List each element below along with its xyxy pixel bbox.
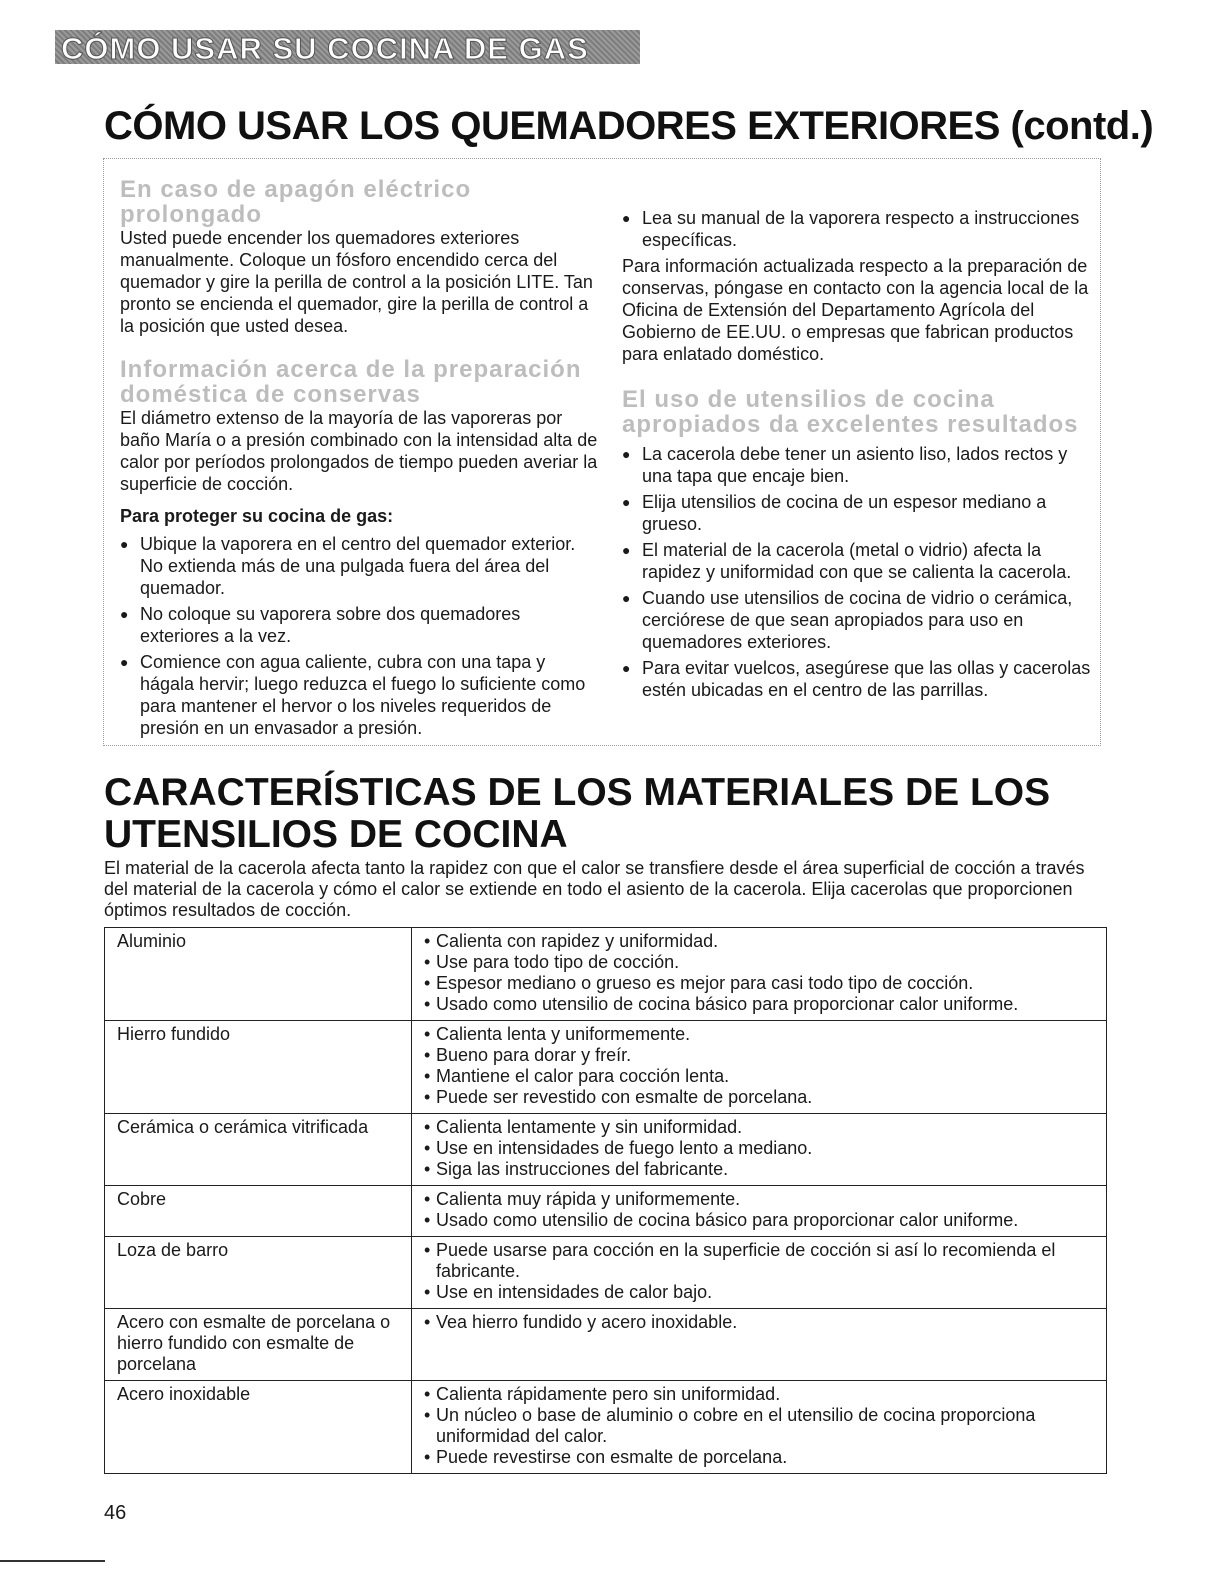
material-name: Cobre (105, 1186, 412, 1237)
list-item: ● Cuando use utensilios de cocina de vidrio o cerámica, cerciórese de que sean apropiados para uso en quemadores exteriores. (622, 587, 1100, 653)
property-item: • Usado como utensilio de cocina básico para proporcionar calor uniforme. (424, 994, 1096, 1015)
left-column (120, 177, 598, 743)
table-row (105, 1114, 1107, 1186)
materials-table (104, 927, 1107, 1474)
material-name: Loza de barro (105, 1237, 412, 1309)
list-item: ● La cacerola debe tener un asiento liso, lados rectos y una tapa que encaje bien. (622, 443, 1100, 487)
property-item: • Espesor mediano o grueso es mejor para casi todo tipo de cocción. (424, 973, 1096, 994)
material-name: Cerámica o cerámica vitrificada (105, 1114, 412, 1186)
material-name: Acero inoxidable (105, 1381, 412, 1474)
property-item: • Puede ser revestido con esmalte de porcelana. (424, 1087, 1096, 1108)
list-item: ● Para evitar vuelcos, asegúrese que las ollas y cacerolas estén ubicadas en el centro de las parrillas. (622, 657, 1100, 701)
property-item: • Un núcleo o base de aluminio o cobre en el utensilio de cocina proporciona uniformidad del calor. (424, 1405, 1096, 1447)
property-item: • Vea hierro fundido y acero inoxidable. (424, 1312, 1096, 1333)
property-item: • Calienta lenta y uniformemente. (424, 1024, 1096, 1045)
material-name: Acero con esmalte de porcelana o hierro fundido con esmalte de porcelana (105, 1309, 412, 1381)
table-row (105, 1237, 1107, 1309)
table-row (105, 928, 1107, 1021)
property-item: • Calienta rápidamente pero sin uniformidad. (424, 1384, 1096, 1405)
material-properties (412, 1186, 1107, 1237)
list-item: ● Elija utensilios de cocina de un espesor mediano a grueso. (622, 491, 1100, 535)
material-properties (412, 928, 1107, 1021)
protect-list (120, 533, 598, 739)
footer-rule (0, 1560, 105, 1562)
power-outage-text: Usted puede encender los quemadores exteriores manualmente. Coloque un fósforo encendido cerca del quemador y gire la perilla de control a la posición LITE. Tan pronto se encienda el quemador, gire la perilla de control a la posición que usted desea. (120, 228, 593, 336)
property-item: • Calienta muy rápida y uniformemente. (424, 1189, 1096, 1210)
material-properties (412, 1237, 1107, 1309)
list-item: ● Lea su manual de la vaporera respecto a instrucciones específicas. (622, 207, 1100, 251)
cookware-heading: El uso de utensilios de cocina apropiados da excelentes resultados (622, 386, 1079, 438)
canning-info-text: Para información actualizada respecto a la preparación de conservas, póngase en contacto con la agencia local de la Oficina de Extensión del Departamento Agrícola del Gobierno de EE.UU. o empresas que fabrican productos para enlatado doméstico. (622, 256, 1089, 364)
materials-title: CARACTERÍSTICAS DE LOS MATERIALES DE LOS UTENSILIOS DE COCINA (104, 771, 1051, 856)
property-item: • Use en intensidades de calor bajo. (424, 1282, 1096, 1303)
power-outage-heading: En caso de apagón eléctrico prolongado (120, 176, 472, 228)
material-name: Aluminio (105, 928, 412, 1021)
material-name: Hierro fundido (105, 1021, 412, 1114)
canner-list (622, 207, 1100, 251)
table-row (105, 1381, 1107, 1474)
material-properties (412, 1114, 1107, 1186)
section-banner-text: CÓMO USAR SU COCINA DE GAS (61, 31, 589, 66)
material-properties (412, 1021, 1107, 1114)
property-item: • Usado como utensilio de cocina básico para proporcionar calor uniforme. (424, 1210, 1096, 1231)
list-item: ● No coloque su vaporera sobre dos quemadores exteriores a la vez. (120, 603, 598, 647)
table-row (105, 1309, 1107, 1381)
property-item: • Use en intensidades de fuego lento a mediano. (424, 1138, 1096, 1159)
table-row (105, 1186, 1107, 1237)
property-item: • Siga las instrucciones del fabricante. (424, 1159, 1096, 1180)
property-item: • Calienta lentamente y sin uniformidad. (424, 1117, 1096, 1138)
info-box (103, 158, 1101, 746)
property-item: • Puede usarse para cocción en la superficie de cocción si así lo recomienda el fabricante. (424, 1240, 1096, 1282)
property-item: • Use para todo tipo de cocción. (424, 952, 1096, 973)
list-item: ● Comience con agua caliente, cubra con una tapa y hágala hervir; luego reduzca el fuego lo suficiente como para mantener el hervor o los niveles requeridos de presión en un envasador a presión. (120, 651, 598, 739)
page-number: 46 (104, 1502, 127, 1524)
right-column (622, 177, 1100, 705)
section-banner (55, 30, 640, 64)
table-row (105, 1021, 1107, 1114)
canning-heading: Información acerca de la preparación doméstica de conservas (120, 356, 582, 408)
list-item: ● El material de la cacerola (metal o vidrio) afecta la rapidez y uniformidad con que se calienta la cacerola. (622, 539, 1100, 583)
list-item: ● Ubique la vaporera en el centro del quemador exterior. No extienda más de una pulgada fuera del área del quemador. (120, 533, 598, 599)
materials-intro: El material de la cacerola afecta tanto la rapidez con que el calor se transfiere desde el área superficial de cocción a través del material de la cacerola y cómo el calor se extiende en todo el asiento de la cacerola. Elija cacerolas que proporcionen óptimos resultados de cocción. (104, 858, 1085, 920)
protect-label: Para proteger su cocina de gas: (120, 506, 394, 526)
property-item: • Bueno para dorar y freír. (424, 1045, 1096, 1066)
property-item: • Calienta con rapidez y uniformidad. (424, 931, 1096, 952)
page-title: CÓMO USAR LOS QUEMADORES EXTERIORES (contd.) (104, 104, 1154, 148)
canning-text: El diámetro extenso de la mayoría de las vaporeras por baño María o a presión combinado con la intensidad alta de calor por períodos prolongados de tiempo pueden averiar la superficie de cocción. (120, 408, 598, 494)
property-item: • Mantiene el calor para cocción lenta. (424, 1066, 1096, 1087)
material-properties (412, 1309, 1107, 1381)
property-item: • Puede revestirse con esmalte de porcelana. (424, 1447, 1096, 1468)
material-properties (412, 1381, 1107, 1474)
cookware-list (622, 443, 1100, 701)
